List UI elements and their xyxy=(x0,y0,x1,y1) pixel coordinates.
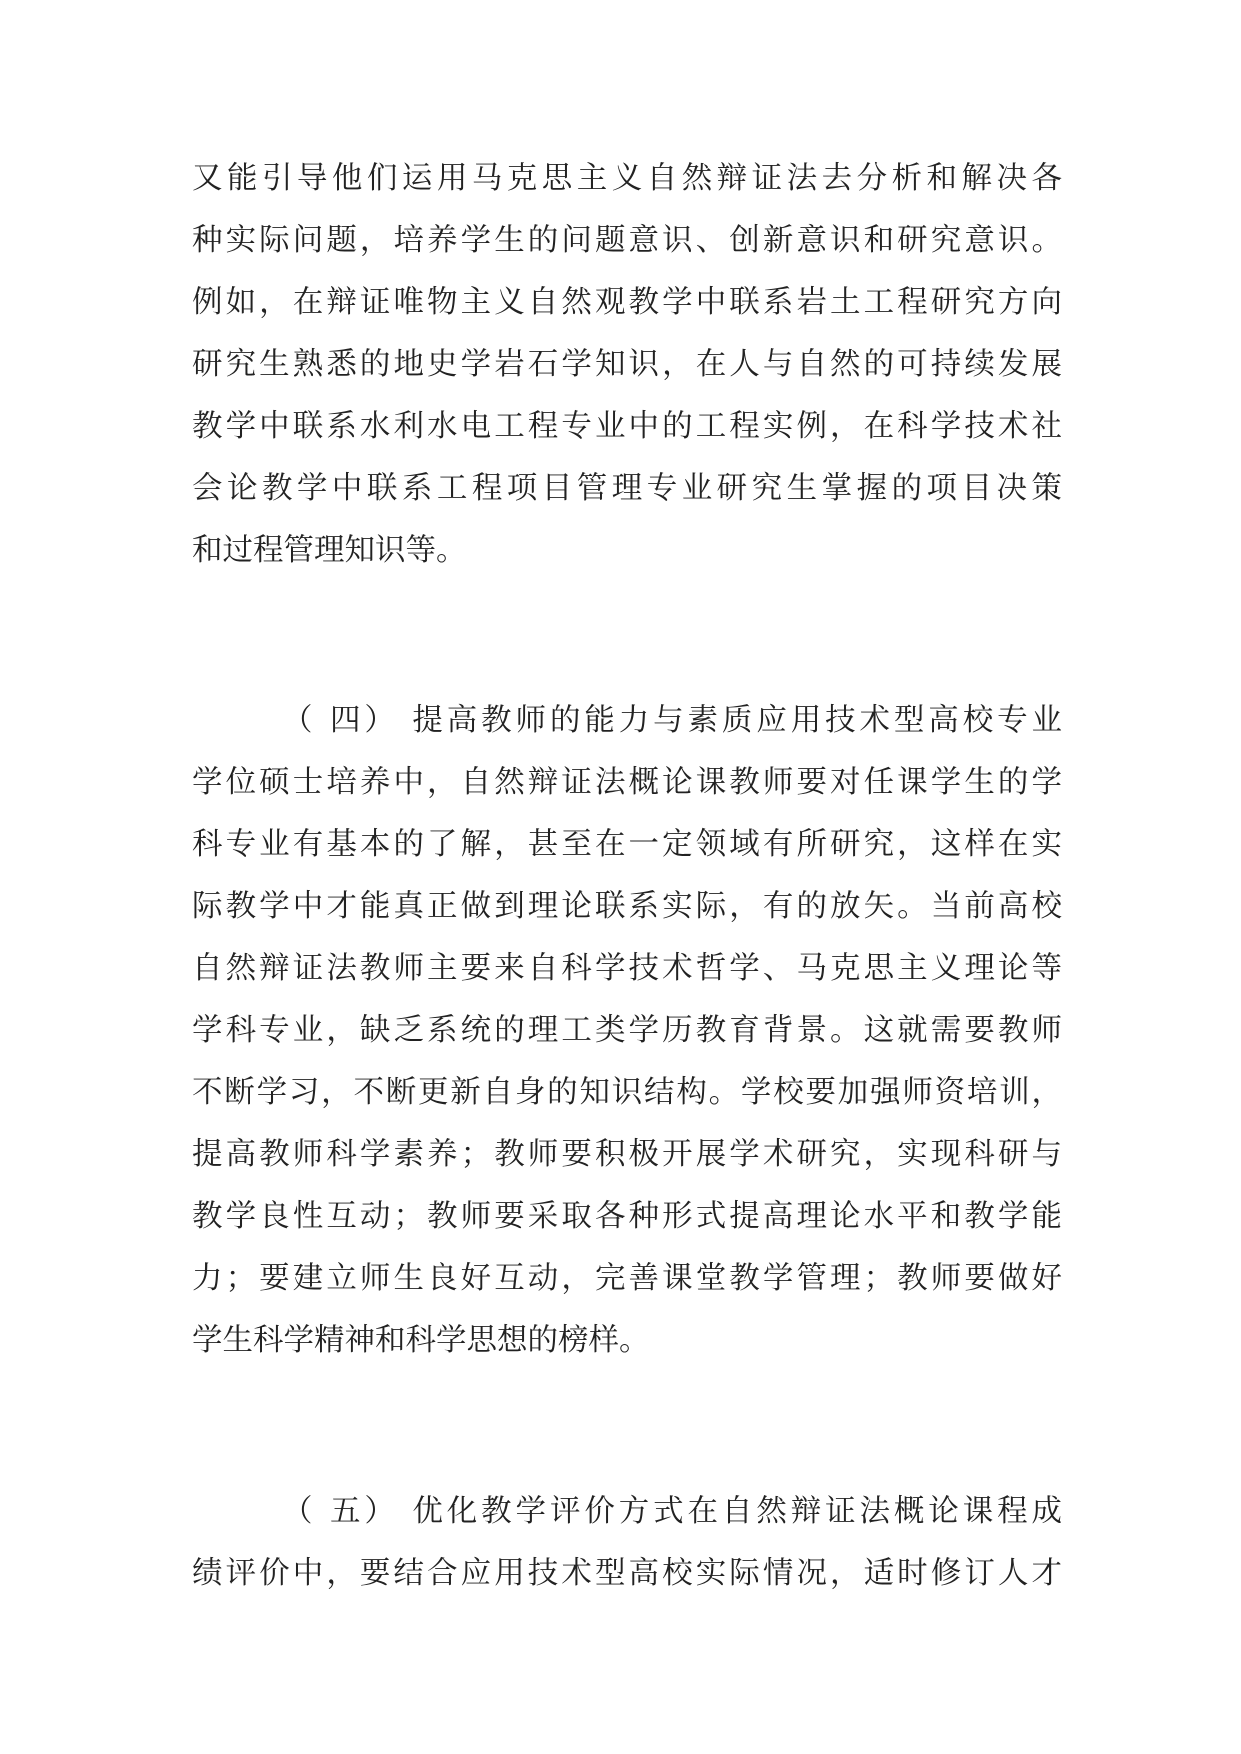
paragraph-2-line-2: 学位硕士培养中，自然辩证法概论课教师要对任课学生的学 xyxy=(192,765,1062,800)
paragraph-2-line-11: 学生科学精神和科学思想的榜样。 xyxy=(192,1323,650,1358)
paragraph-1-line-3: 例如，在辩证唯物主义自然观教学中联系岩土工程研究方向 xyxy=(192,285,1062,320)
paragraph-2-line-9: 教学良性互动；教师要采取各种形式提高理论水平和教学能 xyxy=(192,1199,1062,1234)
paragraph-2-line-6: 学科专业，缺乏系统的理工类学历教育背景。这就需要教师 xyxy=(192,1013,1062,1048)
paragraph-1-line-5: 教学中联系水利水电工程专业中的工程实例，在科学技术社 xyxy=(192,409,1062,444)
paragraph-2-line-8: 提高教师科学素养；教师要积极开展学术研究，实现科研与 xyxy=(192,1137,1062,1172)
paragraph-2-line-5: 自然辩证法教师主要来自科学技术哲学、马克思主义理论等 xyxy=(192,951,1062,986)
paragraph-1-line-7: 和过程管理知识等。 xyxy=(192,533,467,568)
paragraph-1-line-2: 种实际问题，培养学生的问题意识、创新意识和研究意识。 xyxy=(192,223,1062,258)
section-5-heading-line: （ 五） 优化教学评价方式在自然辩证法概论课程成 xyxy=(282,1494,1062,1529)
paragraph-2-line-3: 科专业有基本的了解，甚至在一定领域有所研究，这样在实 xyxy=(192,827,1062,862)
paragraph-1-line-4: 研究生熟悉的地史学岩石学知识，在人与自然的可持续发展 xyxy=(192,347,1062,382)
section-4-heading-line: （ 四） 提高教师的能力与素质应用技术型高校专业 xyxy=(282,703,1062,738)
paragraph-2-line-7: 不断学习，不断更新自身的知识结构。学校要加强师资培训， xyxy=(192,1075,1062,1110)
paragraph-2-line-10: 力；要建立师生良好互动，完善课堂教学管理；教师要做好 xyxy=(192,1261,1062,1296)
paragraph-2-line-4: 际教学中才能真正做到理论联系实际，有的放矢。当前高校 xyxy=(192,889,1062,924)
paragraph-1-line-1: 又能引导他们运用马克思主义自然辩证法去分析和解决各 xyxy=(192,161,1062,196)
paragraph-1-line-6: 会论教学中联系工程项目管理专业研究生掌握的项目决策 xyxy=(192,471,1062,506)
paragraph-3-line-2: 绩评价中，要结合应用技术型高校实际情况，适时修订人才 xyxy=(192,1556,1062,1591)
